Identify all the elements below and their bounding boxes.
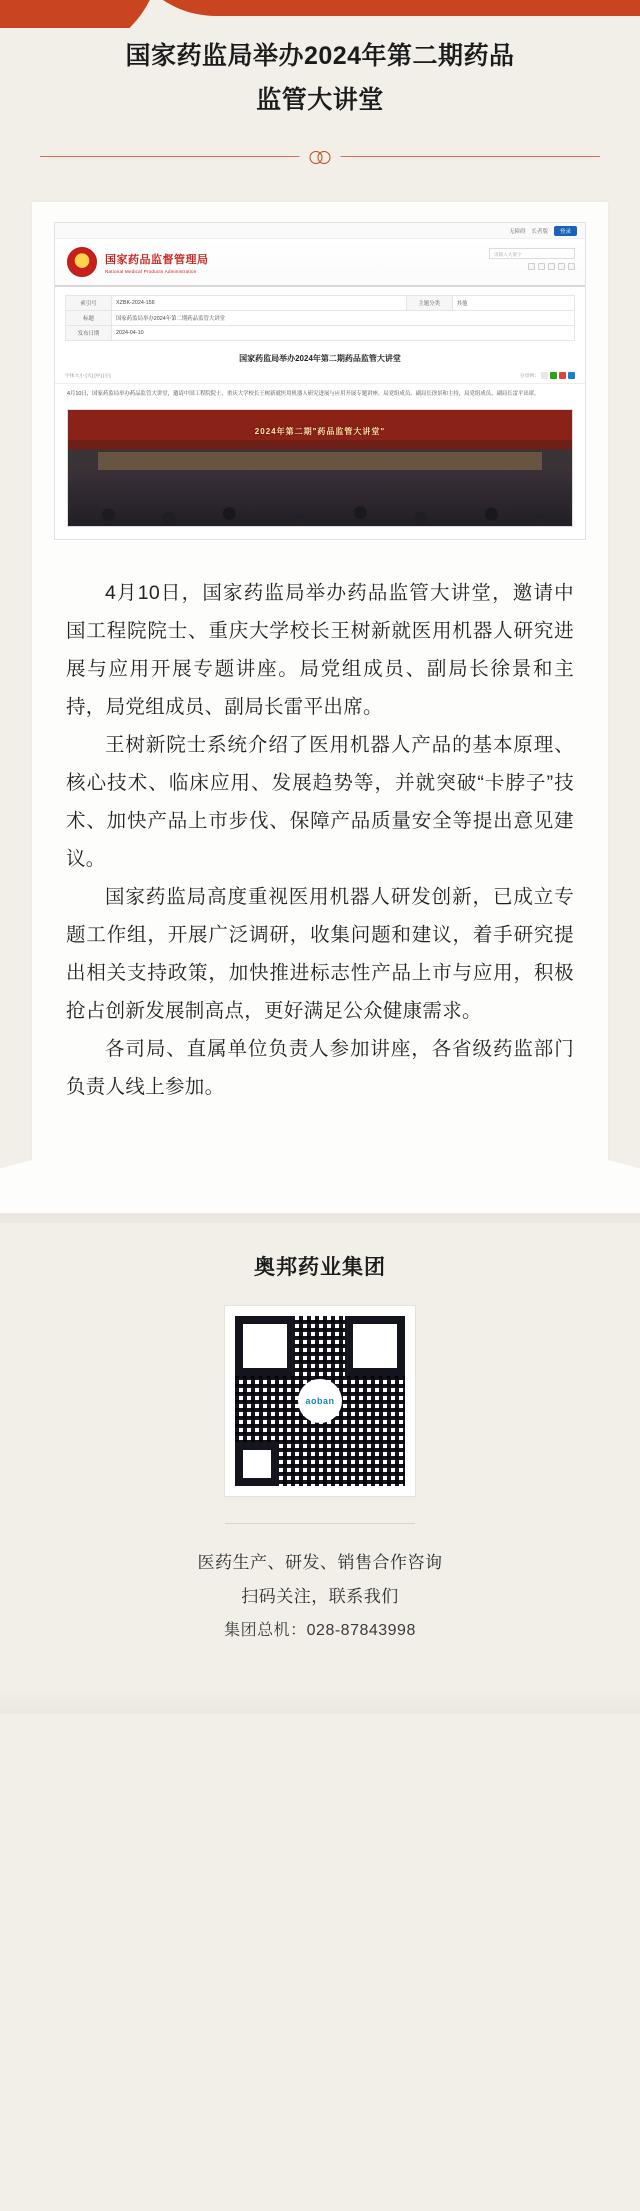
meta-key-index: 索引号 xyxy=(66,296,112,311)
ring-icon xyxy=(318,151,331,164)
share-controls xyxy=(520,372,575,379)
site-org-names xyxy=(105,251,209,274)
site-topbar xyxy=(55,223,585,239)
site-quick-icons xyxy=(528,263,575,270)
font-size-controls[interactable]: 字体大小 [大] [中] [小] xyxy=(65,374,111,379)
photo-banner-text: 2024年第二期"药品监管大讲堂" xyxy=(254,427,386,436)
meta-value-topic: 其他 xyxy=(452,296,574,311)
meta-value-title: 国家药监局举办2024年第二期药品监管大讲堂 xyxy=(112,311,575,326)
site-org-name-en: National Medical Products Administration xyxy=(105,268,197,274)
page-header xyxy=(0,28,640,170)
page-footer xyxy=(0,1223,640,1688)
page-title-line1: 国家药监局举办2024年第二期药品 xyxy=(125,42,515,70)
bottom-fade xyxy=(0,1688,640,1714)
map-icon[interactable] xyxy=(548,263,555,270)
site-header xyxy=(55,239,585,287)
table-row xyxy=(66,326,575,341)
qr-code-image[interactable] xyxy=(235,1316,405,1486)
article-paragraph-4: 各司局、直属单位负责人参加讲座，各省级药监部门负责人线上参加。 xyxy=(66,1038,574,1098)
embedded-website-screenshot xyxy=(54,222,586,540)
article-card xyxy=(32,202,608,1165)
page-title-line2: 监管大讲堂 xyxy=(256,86,384,114)
footer-line-3: 集团总机：028-87843998 xyxy=(224,1622,416,1639)
conference-photo xyxy=(67,409,573,527)
site-search-area xyxy=(489,248,575,270)
ring-icon xyxy=(547,1112,560,1125)
meta-value-date: 2024-04-10 xyxy=(112,326,575,341)
home-icon[interactable] xyxy=(528,263,535,270)
title-divider xyxy=(40,144,600,170)
footer-line-1: 医药生产、研发、销售合作咨询 xyxy=(197,1553,443,1572)
article-text xyxy=(54,540,586,1106)
article-paragraph-2: 王树新院士系统介绍了医用机器人产品的基本原理、核心技术、临床应用、发展趋势等，并就突破“卡脖子”技术、加快产品上市步伐、保障产品质量安全等提出意见建议。 xyxy=(66,734,574,870)
site-topbar-item-accessibility[interactable]: 无障碍 xyxy=(508,229,526,235)
site-search-input[interactable]: 请输入关键字 xyxy=(489,248,575,259)
user-icon[interactable] xyxy=(558,263,565,270)
share-icon-wechat[interactable] xyxy=(550,372,557,379)
national-emblem-icon xyxy=(67,247,97,277)
footer-line-2: 扫码关注，联系我们 xyxy=(241,1587,399,1606)
qr-eye-bottom-left xyxy=(235,1442,279,1486)
meta-value-index: XZBK-2024-156 xyxy=(112,296,407,311)
article-paragraph-1: 4月10日，国家药监局举办药品监管大讲堂，邀请中国工程院院士、重庆大学校长王树新就医用机器人研究进展与应用开展专题讲座。局党组成员、副局长徐景和主持，局党组成员、副局长雷平出席。 xyxy=(66,582,574,718)
article-paragraph-3: 国家药监局高度重视医用机器人研发创新，已成立专题工作组，开展广泛调研，收集问题和建议，着手研究提出相关支持政策，加快推进标志性产品上市与应用，积极抢占创新发展制高点，更好满足公众健康需求。 xyxy=(66,886,574,1022)
top-decoration-band xyxy=(0,0,640,28)
site-org-name-cn: 国家药品监督管理局 xyxy=(105,253,209,266)
table-row xyxy=(66,311,575,326)
company-name: 奥邦药业集团 xyxy=(254,1256,386,1279)
qr-code-container xyxy=(224,1305,416,1497)
share-label: 分享到： xyxy=(519,374,539,379)
share-icon-weibo[interactable] xyxy=(559,372,566,379)
wave-separator xyxy=(0,1153,640,1223)
share-icon-qq[interactable] xyxy=(568,372,575,379)
site-login-button[interactable]: 登录 xyxy=(554,226,577,236)
site-article-body: 4月10日，国家药监局举办药品监管大讲堂，邀请中国工程院院士、重庆大学校长王树新就医用机器人研究进展与应用开展专题讲座。局党组成员、副局长徐景和主持，局党组成员、副局长雷平出席。 xyxy=(67,391,540,397)
photo-stage xyxy=(98,452,542,471)
qr-center-logo: aoban xyxy=(298,1379,342,1423)
site-topbar-item-elder[interactable]: 长者版 xyxy=(531,229,548,235)
site-article-title: 国家药监局举办2024年第二期药品监管大讲堂 xyxy=(239,354,401,363)
site-article-subbar xyxy=(55,370,585,384)
ring-icon xyxy=(539,1112,552,1125)
photo-audience xyxy=(68,470,572,526)
share-icon-print[interactable] xyxy=(541,372,548,379)
mail-icon[interactable] xyxy=(538,263,545,270)
top-arc-right xyxy=(120,0,640,16)
table-row xyxy=(66,296,575,311)
footer-divider xyxy=(225,1523,415,1524)
meta-key-title: 标题 xyxy=(66,311,112,326)
menu-icon[interactable] xyxy=(568,263,575,270)
rings-ornament xyxy=(300,144,341,170)
document-meta-table xyxy=(65,295,575,341)
meta-key-date: 发布日期 xyxy=(66,326,112,341)
meta-key-topic: 主题分类 xyxy=(406,296,452,311)
article-end-ornament xyxy=(54,1106,586,1125)
